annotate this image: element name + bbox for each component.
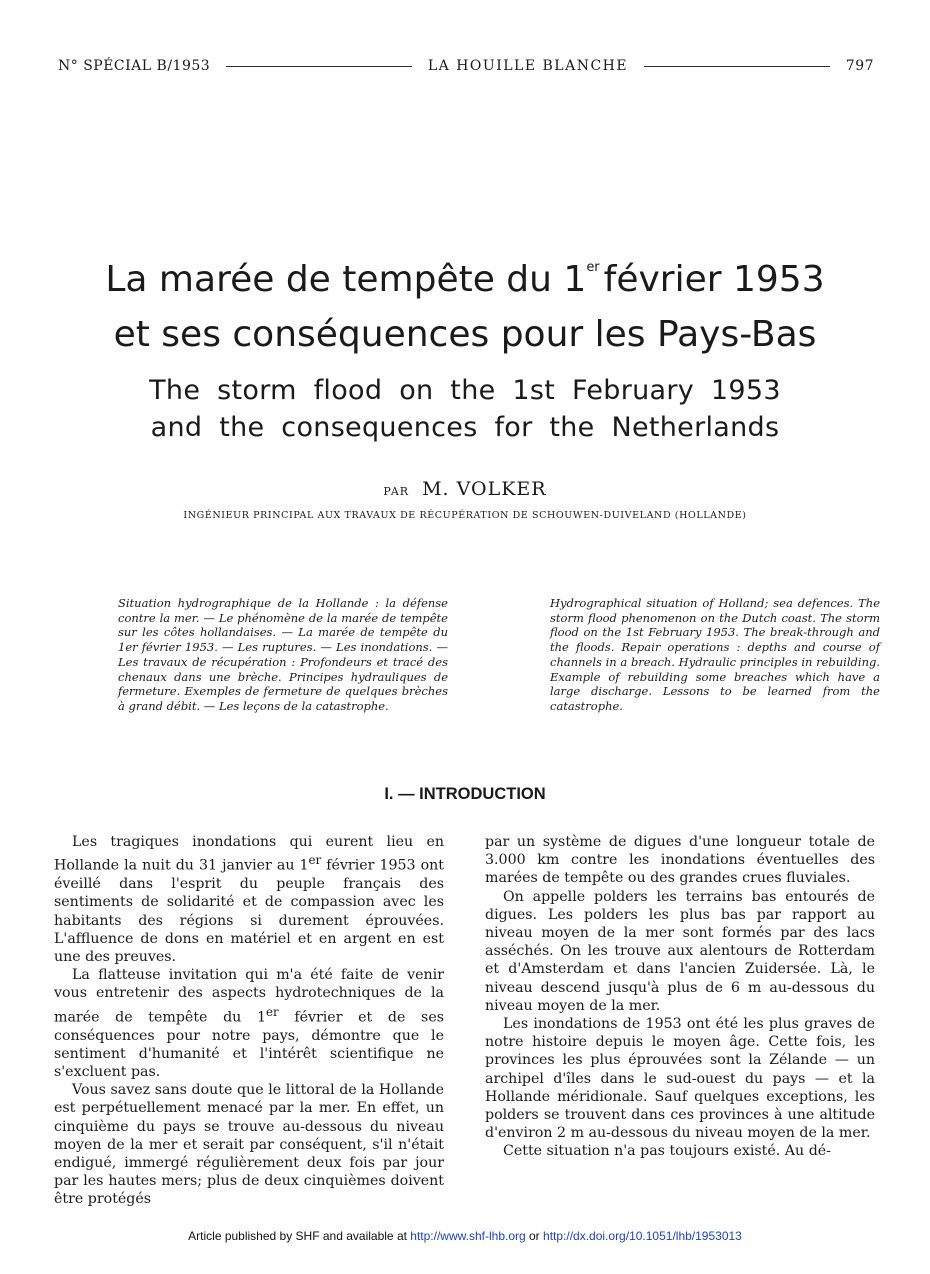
title-english <box>0 372 930 446</box>
footer-link-site[interactable]: http://www.shf-lhb.org <box>410 1229 526 1243</box>
body-paragraph: Cette situation n'a pas toujours existé. Au dé- <box>503 1143 831 1160</box>
header-rule-left <box>226 66 412 67</box>
body-column-left <box>54 833 444 1209</box>
body-paragraph-continued: par un système de digues d'une longueur totale de 3.000 km contre les inondations éventuelles des marées de tempête ou des grandes crues fluviales. <box>485 834 875 887</box>
journal-name: LA HOUILLE BLANCHE <box>427 58 629 74</box>
title-english-line1: The storm flood on the 1st February 1953 <box>149 375 781 406</box>
footer-link-doi[interactable]: http://dx.doi.org/10.1051/lhb/1953013 <box>543 1229 742 1243</box>
author-affiliation: INGÉNIEUR PRINCIPAL AUX TRAVAUX DE RÉCUPÉRATION DE SCHOUWEN-DUIVELAND (HOLLANDE) <box>183 510 747 521</box>
page-number: 797 <box>845 58 875 74</box>
header-rule-right <box>644 66 830 67</box>
author-line <box>0 478 930 500</box>
footer-text: Article published by SHF and available at <box>188 1229 411 1243</box>
title-french-line2: et ses conséquences pour les Pays-Bas <box>113 314 817 355</box>
abstract-french: Situation hydrographique de la Hollande : la défense contre la mer. — Le phénomène de la marée de tempête sur les côtes hollandaises. — La marée de tempête du 1er février 1953. — Les ruptures. — Les inondations. — Les travaux de récupération : Profondeurs et tracé des chenaux dans une brèche. Principes hydrauliques de fermeture. Exemples de fermeture de quelques brèches à grand débit. — Les leçons de la catastrophe. <box>118 596 448 713</box>
title-french-line1: La marée de tempête du 1er février 1953 <box>105 259 825 300</box>
author-prefix: PAR <box>383 485 410 498</box>
abstract-english: Hydrographical situation of Holland; sea defences. The storm flood phenomenon on the Dutch coast. The storm flood on the 1st February 1953. The break-through and the floods. Repair operations : depths and course of channels in a breach. Hydraulic principles in rebuilding. Example of rebuilding some breaches which have a large discharge. Lessons to be learned from the catastrophe. <box>550 596 880 713</box>
title-french <box>0 240 930 362</box>
section-heading: I. — INTRODUCTION <box>384 785 546 803</box>
body-paragraph: La flatteuse invitation qui m'a été faite de venir vous entretenir des aspects hydrotechniques de la marée de tempête du 1er février et de ses conséquences pour notre pays, démontre que le sentiment d'humanité et l'intérêt scientifique ne s'excluent pas. <box>54 967 444 1080</box>
publication-footer <box>0 1229 930 1243</box>
body-paragraph: On appelle polders les terrains bas entourés de digues. Les polders les plus bas par rapport au niveau moyen de la mer sont formés par des lacs asséchés. On les trouve aux alentours de Rotterdam et d'Amsterdam et dans l'ancien Zuidersée. Là, le niveau descend jusqu'à plus de 6 m au-dessous du niveau moyen de la mer. <box>485 888 875 1014</box>
author-name: M. VOLKER <box>422 478 547 500</box>
body-column-right <box>485 833 875 1161</box>
body-paragraph: Vous savez sans doute que le littoral de la Hollande est perpétuellement menacé par la mer. En effet, un cinquième du pays se trouve au-dessous du niveau moyen de la mer et serait par conséquent, s'il n'était endigué, immergé régulièrement deux fois par jour par les hautes mers; plus de deux cinquièmes doivent être protégés <box>54 1082 444 1208</box>
footer-text-or: or <box>525 1229 544 1243</box>
body-paragraph: Les inondations de 1953 ont été les plus graves de notre histoire depuis le moyen âge. Cette fois, les provinces les plus éprouvées sont la Zélande — un archipel d'îles dans le sud-ouest du pays — et la Hollande méridionale. Sauf quelques exceptions, les polders se trouvent dans ces provinces à une altitude d'environ 2 m au-dessous du niveau moyen de la mer. <box>485 1016 875 1142</box>
issue-number: N° SPÉCIAL B/1953 <box>58 58 211 74</box>
running-header <box>58 56 874 76</box>
title-english-line2: and the consequences for the Netherlands <box>150 412 780 443</box>
body-paragraph: Les tragiques inondations qui eurent lieu en Hollande la nuit du 31 janvier au 1er février 1953 ont éveillé dans l'esprit du peuple français des sentiments de solidarité et de compassion avec les habitants des régions si durement éprouvées. L'affluence de dons en matériel et en argent en est une des preuves. <box>54 834 444 965</box>
